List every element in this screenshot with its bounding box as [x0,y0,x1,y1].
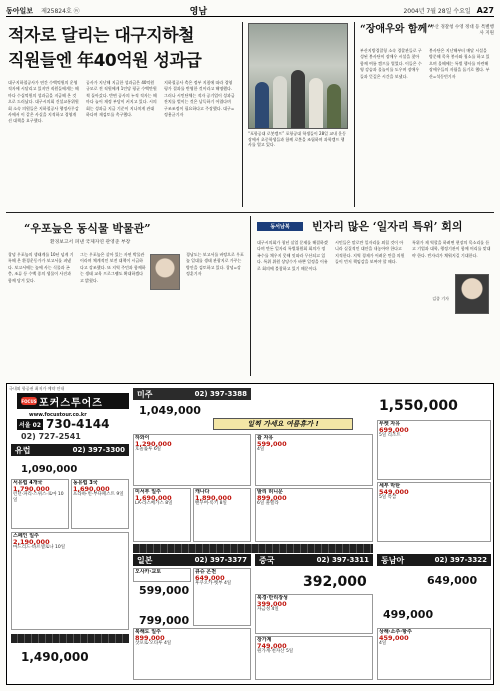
column-divider [242,22,243,207]
listing-title: 스페인 일주 [13,533,39,539]
ad-listing [11,532,129,630]
listing-desc: 프라하·빈·부다페스트 9일 [73,492,124,498]
listing-price: 459,000 [379,633,409,642]
right-col-1: 부산지방경찰청 소속 경찰관들로 구성된 봉사단이 장애우 시설을 찾아 함께 여름 캠프를 열었다. 이들은 수영 강습과 물놀이를 도우며 장애우들과 뜻깊은 시간을 보냈다. [360,48,422,79]
ad-big-price: 1,490,000 [21,650,89,664]
lead-headline-line2: 직원들엔 年40억원 성과급 [8,51,202,71]
story2-subtitle: 환경보고서 펴낸 국제자연 관영준 부장 [50,240,131,245]
ad-big-price: 1,550,000 [379,398,458,414]
listing-desc: 원가계·천자산 5일 [257,649,294,655]
opinion-body [257,240,407,374]
publish-date: 2004년 7월 28일 수요일 [403,8,471,15]
columnist-portrait [455,274,489,314]
region-phone: 02) 397-3377 [194,556,247,564]
ad-listing [133,568,191,582]
right-column-title: “장애우와 함께” [360,24,433,35]
listing-desc: 호놀룰루 6일 [135,447,162,453]
region-bar-china [255,554,373,566]
ad-stripe [11,634,129,643]
listing-desc: 런던·파리·스위스·로마 10일 [13,492,64,503]
columnist-byline: 김종 기자 [432,296,449,301]
opinion-col-2: 시민들은 말로만 일자리를 외칠 것이 아니라 실질적인 대안을 내놓아야 한다고 지적한다. 지역 경제가 어려운 만큼 의원들이 먼저 책임감을 보여야 할 때다. [335,240,405,265]
reporter-portrait [150,254,180,290]
listing-desc: 삿포로·오타루 4일 [135,641,172,647]
listing-price: 399,000 [257,599,287,608]
ad-big-price: 1,090,000 [21,464,78,475]
ad-listing [193,488,251,542]
listing-title: 상해·소주·항주 [379,629,412,635]
photo-figure [327,84,341,128]
listing-price: 649,000 [195,573,225,582]
opinion-headline: 빈자리 많은 ‘일자리 특위’ 회의 [312,220,463,233]
ad-listing [193,568,251,626]
listing-title: 오사카·교토 [135,569,162,575]
opinion-tag: 동서남북 [257,222,303,231]
lead-col-2: 공사가 지난해 지급한 성과급은 40억원 규모로 전 직원에게 1인당 평균 수백만원씩 돌아갔다. 반면 공사의 누적 적자는 해마다 늘어 재정 부담이 커지고 있다. 시의회는 성과급 지급 기준이 지나치게 관대하다며 재검토를 촉구했다. [86,80,157,118]
listing-title: 푸켓 자유 [379,421,401,427]
ad-listing [377,482,491,542]
paper-name: 동아일보 [6,6,34,15]
ad-listing [255,434,373,486]
ad-brand-logo: FOCUS [21,398,37,404]
ad-listing [377,628,491,680]
ad-stripe [133,544,373,553]
photo-figure [309,78,323,128]
listing-price: 1,790,000 [13,484,50,493]
listing-price: 1,890,000 [195,493,232,502]
listing-price: 699,000 [379,425,409,434]
ad-big-price: 599,000 [139,584,190,597]
opinion-col-1: 대구시의회가 청년 실업 문제를 해결하겠다며 만든 일자리 특별위원회 회의가 정족수를 채우지 못해 잇따라 무산되고 있다. 특위 위원 상당수가 바쁜 일정을 이유로 회의에 불참하고 있기 때문이다. [257,240,328,271]
ad-phone-number: 730-4144 [46,417,110,431]
listing-desc: 밴쿠버·록키 8일 [195,501,227,507]
ad-listing [377,420,491,480]
lead-story-body [8,80,236,204]
ad-phone-area: 서울 02 [17,419,43,430]
region-phone: 02) 397-3322 [434,556,487,564]
listing-price: 1,690,000 [73,484,110,493]
ad-brand-name: 포커스투어즈 [17,393,129,409]
region-label: 미주 [137,389,153,399]
listing-desc: 마드리드·바르셀로나 10일 [13,545,66,551]
ad-big-price: 392,000 [303,574,367,590]
ad-summer-banner: 일찍 가세요 여름휴가 ! [213,418,353,430]
listing-desc: 자금성 4일 [257,607,279,613]
listing-desc: 5일 리조트 [379,433,401,439]
region-label: 일본 [137,555,153,565]
listing-desc: LA·라스베가스 8일 [135,501,173,507]
ad-top-note: 국내외 항공권 최저가 예약 안내 [9,386,65,391]
listing-desc: 후쿠오카·벳부 4일 [195,581,232,587]
listing-title: 서유럽 4개국 [13,480,43,486]
region-phone: 02) 397-3388 [194,390,247,398]
page-number: A27 [476,6,494,15]
region-bar-southeast-asia [377,554,491,566]
ad-listing [255,594,373,634]
photo-caption: “포항공대 로봇캠프” 포항공대 학생들이 28일 교내 운동장에서 초중학생들과 함께 로봇을 조립하며 과학캠프 행사를 열고 있다. [248,131,347,147]
right-column-subtitle: 부산 경찰청 수영 정대 등 특별행사 지원 [430,25,494,36]
ad-listing [255,488,373,542]
ad-listing [133,628,251,680]
listing-title: 캐나다 [195,489,210,495]
ad-listing [133,488,191,542]
ad-big-price: 1,049,000 [139,404,201,417]
ad-listing [11,479,69,529]
listing-price: 1,690,000 [135,493,172,502]
region-phone: 02) 397-3300 [72,446,125,454]
listing-title: 발리 허니문 [257,489,283,495]
listing-price: 899,000 [135,633,165,642]
listing-price: 2,190,000 [13,537,50,546]
section-divider [6,212,494,213]
lead-col-3: 지하철공사 측은 정부 지침에 따라 경영평가 결과를 반영한 것이라고 해명했다. 그러나 시민단체는 적자 공기업이 성과급 잔치를 벌이는 것은 납득하기 어렵다며 구조조정이 필요하다고 주장했다. 대구=정용균기자 [164,80,235,118]
region-label: 유럽 [15,445,31,455]
issue-number: 제25824호 ⓦ [41,8,80,15]
opinion-col-3: 특위가 제 역할을 하려면 현장의 목소리를 듣고 기업과 대학, 행정기관이 함께 머리를 맞대야 한다. 빈자리가 채워지길 기대한다. [412,240,491,258]
listing-title: 북경·만리장성 [257,595,288,601]
listing-desc: 4일 [257,447,265,453]
story2-headline: “우포늪은 동식물 박물관” [24,222,151,235]
listing-title: 세부 막탄 [379,483,401,489]
region-bar-japan [133,554,251,566]
story2-col-1: 창녕 우포늪의 생태계를 10년 넘게 기록해 온 환경운동가가 보고서를 펴냈다. 보고서에는 늪에 사는 식물과 곤충, 조류 등 수백 종의 생물이 사진과 함께 담겨 있다. [8,252,74,283]
region-label: 중국 [259,555,275,565]
listing-title: 큐슈 온천 [195,569,217,575]
listing-price: 599,000 [257,439,287,448]
listing-title: 하와이 [135,435,150,441]
column-divider [250,216,251,376]
region-label: 동남아 [381,555,405,565]
listing-title: 장가계 [257,637,272,643]
ad-big-price: 499,000 [383,608,434,621]
listing-desc: 4일 [379,641,387,647]
listing-price: 899,000 [257,493,287,502]
ad-sub-phone: 02) 727-2541 [21,432,81,441]
story2-body [8,252,146,374]
listing-price: 749,000 [257,641,287,650]
section-name: 영남 [189,7,208,17]
region-phone: 02) 397-3311 [316,556,369,564]
lead-headline-line1: 적자로 달리는 대구지하철 [8,26,194,46]
ad-listing [255,636,373,680]
listing-title: 괌 자유 [257,435,274,441]
ad-website: www.focustour.co.kr [29,412,87,418]
listing-price: 549,000 [379,487,409,496]
listing-title: 북해도 일주 [135,629,161,635]
column-divider [354,22,355,207]
lead-headline [8,24,233,74]
photo-figure [291,70,305,128]
listing-desc: 6일 풀빌라 [257,501,279,507]
ad-listing [133,434,251,486]
travel-advertisement [6,383,494,685]
lead-col-1: 대구지하철공사가 연간 수백억원의 운영적자에 시달리고 있지만 직원들에게는 해마다 수십억원의 성과급을 지급해 온 것으로 드러났다. 대구시의회 건설교통위원회 소속 의원들은 지하철공사 행정사무감사에서 이 같은 사실을 지적하고 경영개선 대책을 요구했다. [8,80,79,124]
listing-title: 동유럽 3국 [73,480,98,486]
ad-big-price: 799,000 [139,614,190,627]
masthead [6,5,494,17]
photo-figure [273,76,287,128]
photo-figure [255,82,269,128]
region-bar-america [133,388,251,400]
story2-col-3: 경남도는 보고서를 바탕으로 우포늪 일대를 생태 관광지로 가꾸는 방안을 검토하고 있다. 창녕=강정훈기자 [186,252,244,277]
region-bar-europe [11,444,129,456]
listing-title: 미서부 일주 [135,489,161,495]
opinion-body-right [412,240,492,272]
ad-big-price: 649,000 [427,574,478,587]
ad-listing [71,479,129,529]
story2-body-right [186,252,244,374]
story2-col-2: 그는 우포늪은 살아 있는 자연 박물관이라며 체계적인 보전 대책이 시급하다고 강조했다. 또 지역 주민과 함께하는 생태 교육 프로그램도 확대하겠다고 밝혔다. [80,252,146,283]
right-column-body [360,48,492,204]
news-photo [248,23,348,129]
ad-main-phone [17,417,129,431]
listing-price: 1,290,000 [135,439,172,448]
listing-desc: 5일 특급 [379,495,397,501]
right-col-2: 봉사단은 지난해부터 매달 시설을 방문해 목욕 봉사와 청소를 하고 있으며 올해에는 특별 행사를 마련해 장애우들의 자립을 돕기로 했다. 부산=석동빈기자 [429,48,490,79]
